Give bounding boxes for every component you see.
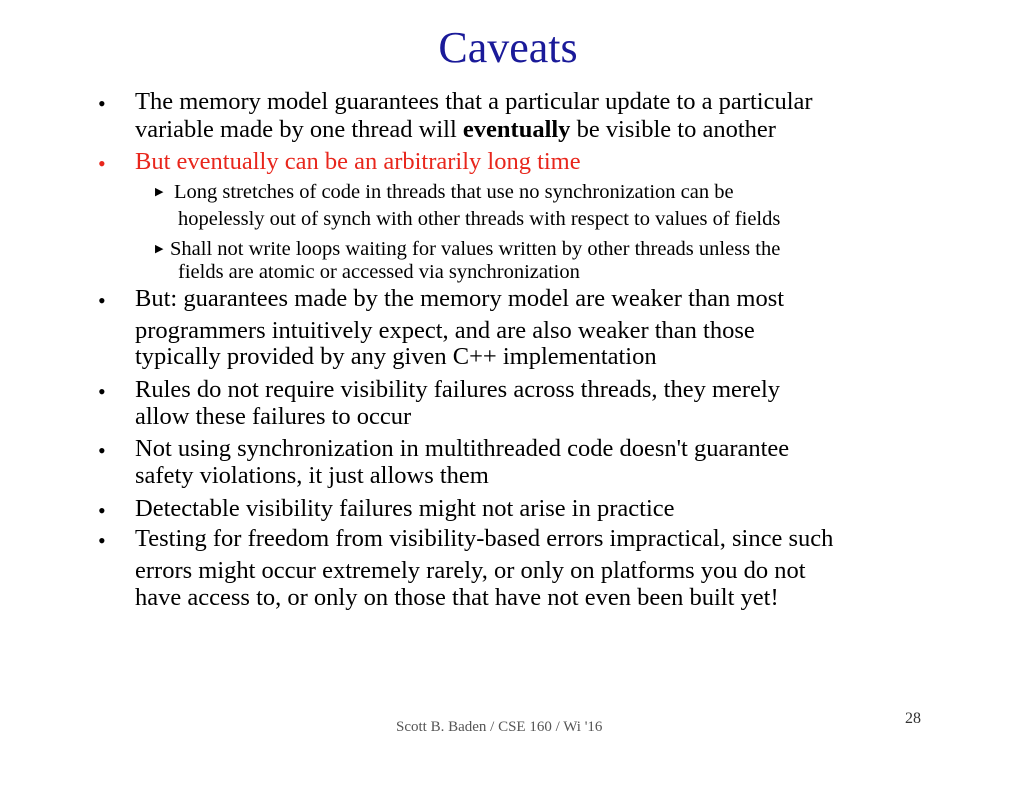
bullet-7-line-2: errors might occur extremely rarely, or only on platforms you do not [135,557,806,584]
bullet-marker: • [98,438,106,463]
bullet-marker: • [98,379,106,404]
bullet-1-line-1: The memory model guarantees that a particular update to a particular [135,88,813,115]
bullet-marker: • [98,528,106,553]
slide-title: Caveats [438,23,578,72]
bullet-3-line-1: But: guarantees made by the memory model are weaker than most [135,285,785,312]
bullet-3-line-3: typically provided by any given C++ implementation [135,343,657,370]
slide-footer: Scott B. Baden / CSE 160 / Wi '16 [396,719,603,735]
subbullet-2-line-1: Shall not write loops waiting for values written by other threads unless the [170,238,781,260]
bullet-4-line-2: allow these failures to occur [135,403,412,430]
bullet-marker: • [98,498,106,523]
bullet-6-line-1: Detectable visibility failures might not arise in practice [135,495,675,522]
bullet-4-line-1: Rules do not require visibility failures across threads, they merely [135,376,781,403]
bullet-1-text-a: variable made by one thread will [135,116,463,143]
bullet-5-line-1: Not using synchronization in multithreaded code doesn't guarantee [135,435,790,462]
subbullet-1-line-2: hopelessly out of synch with other threads with respect to values of fields [178,208,781,230]
bullet-1-text-b: be visible to another [570,116,776,143]
bullet-7-line-1: Testing for freedom from visibility-based errors impractical, since such [135,525,834,552]
bullet-marker: • [98,151,106,176]
bullet-1-line-2 [135,116,776,144]
bullet-5-line-2: safety violations, it just allows them [135,462,489,489]
bullet-1-emphasis: eventually [462,116,571,143]
bullet-7-line-3: have access to, or only on those that have not even been built yet! [135,584,779,611]
arrow-bullet-icon: ▶ [155,186,164,198]
subbullet-2-line-2: fields are atomic or accessed via synchronization [178,261,580,283]
bullet-3-line-2: programmers intuitively expect, and are also weaker than those [135,317,755,344]
bullet-2-line-1: But eventually can be an arbitrarily long time [135,148,581,175]
arrow-bullet-icon: ▶ [155,243,164,255]
bullet-marker: • [98,288,106,313]
page-number: 28 [905,710,921,727]
subbullet-1-line-1: Long stretches of code in threads that use no synchronization can be [174,181,734,203]
bullet-marker: • [98,91,106,116]
